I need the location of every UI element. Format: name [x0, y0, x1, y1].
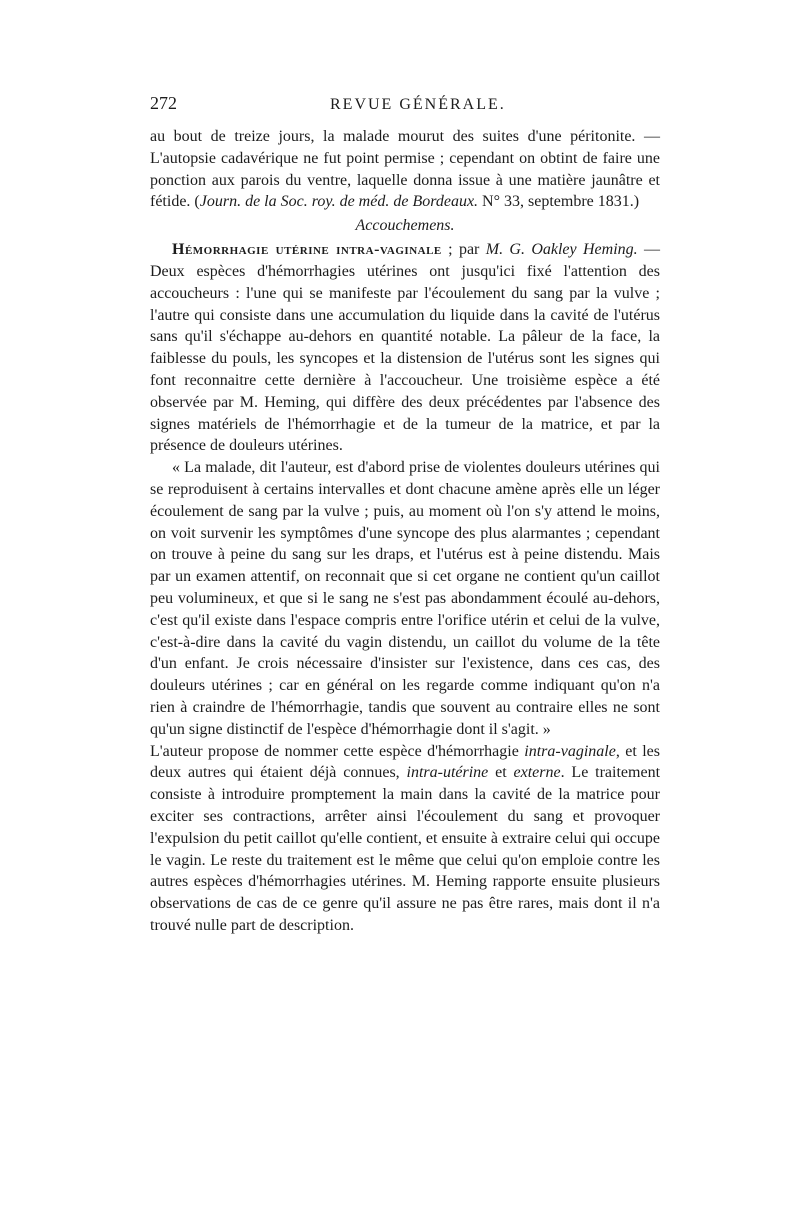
article-author: M. G. Oakley Heming.: [485, 241, 638, 259]
closing-text-2: , et les deux autres qui étaient déjà connues,: [150, 742, 660, 782]
paragraph-continuation: [150, 126, 660, 213]
page-number: 272: [150, 93, 177, 113]
article-body: — Deux espèces d'hémorrhagies utérines ont jusqu'ici fixé l'attention des accoucheurs : l'une qui se manifeste par l'écoulement du sang par la vulve ; l'autre qui consiste dans une accumulation du liquide dans la cavité de l'utérus sans qu'il s'échappe au-dehors en quantité notable. La pâleur de la face, la faiblesse du pouls, les syncopes et la distension de l'utérus sont les signes qui font reconnaitre cette dernière à l'accoucheur. Une troisième espèce a été observée par M. Heming, qui diffère des deux précédentes par l'absence des signes matériels de l'hémorrhagie et de la tumeur de la matrice, et par la présence de douleurs utérines.: [150, 241, 661, 455]
article-by: ; par: [441, 241, 486, 259]
closing-text-3: et: [488, 764, 514, 782]
closing-text-1: L'auteur propose de nommer cette espèce d'hémorrhagie: [150, 742, 525, 760]
running-head-title: REVUE GÉNÉRALE.: [330, 96, 506, 113]
paragraph-continuation-text: au bout de treize jours, la malade mourut des suites d'une péritonite. — L'autopsie cadavérique ne fut point permise ; cependant on obtint de faire une ponction aux parois du ventre, laquelle donna issue à une matière jaunâtre et fétide. (: [150, 128, 660, 211]
section-heading: Accouchemens.: [355, 217, 455, 235]
closing-text-4: . Le traitement consiste à introduire promptement la main dans la cavité de la matrice pour exciter ses contractions, arrêter ainsi l'écoulement du sang et provoquer l'expulsion du petit caillot qu'elle contient, et ensuite à extraire celui qui occupe le vagin. Le reste du traitement est le même que celui qu'on emploie contre les autres espèces d'hémorrhagies utérines. M. Heming rapporte ensuite plusieurs observations de cas de ce genre qu'il assure ne pas être rares, mais dont il n'a trouvé nulle part de description.: [150, 764, 661, 934]
term-intra-vaginale: intra-vaginale: [524, 742, 616, 760]
quote-paragraph: « La malade, dit l'auteur, est d'abord prise de violentes douleurs utérines qui se reproduisent à certains intervalles et dont chacune amène après elle un léger écoulement de sang par la vulve ; puis, au moment où l'on s'y attend le moins, on voit survenir les symptômes d'une syncope des plus alarmantes ; cependant on trouve à peine du sang sur les draps, et l'utérus est à peine distendu. Mais par un examen attentif, on reconnait que si cet organe ne contient qu'un caillot peu volumineux, et que si le sang ne s'est pas abondamment écoulé au-dehors, c'est qu'il existe dans l'espace compris entre l'orifice utérin et celui de la vulve, c'est-à-dire dans la cavité du vagin distendu, un caillot du volume de la tête d'un enfant. Je crois nécessaire d'insister sur l'existence, dans ces cas, des douleurs utérines ; car en général on les regarde comme indiquant qu'on n'a rien à craindre de l'hémorrhagie, tandis que souvent au contraire elles ne sont qu'un signe distinctif de l'espèce d'hémorrhagie dont il s'agit. »: [150, 459, 660, 738]
running-head: [150, 92, 660, 116]
article-paragraph: [150, 239, 660, 457]
article-title: Hémorrhagie utérine intra-vaginale: [172, 241, 442, 259]
text-block: [150, 92, 660, 937]
journal-citation: Journ. de la Soc. roy. de méd. de Bordeaux.: [199, 193, 479, 211]
term-externe: externe: [513, 764, 561, 782]
closing-paragraph: [150, 741, 660, 937]
term-intra-uterine: intra-utérine: [406, 764, 489, 782]
citation-details: N° 33, septembre 1831.): [478, 193, 640, 211]
